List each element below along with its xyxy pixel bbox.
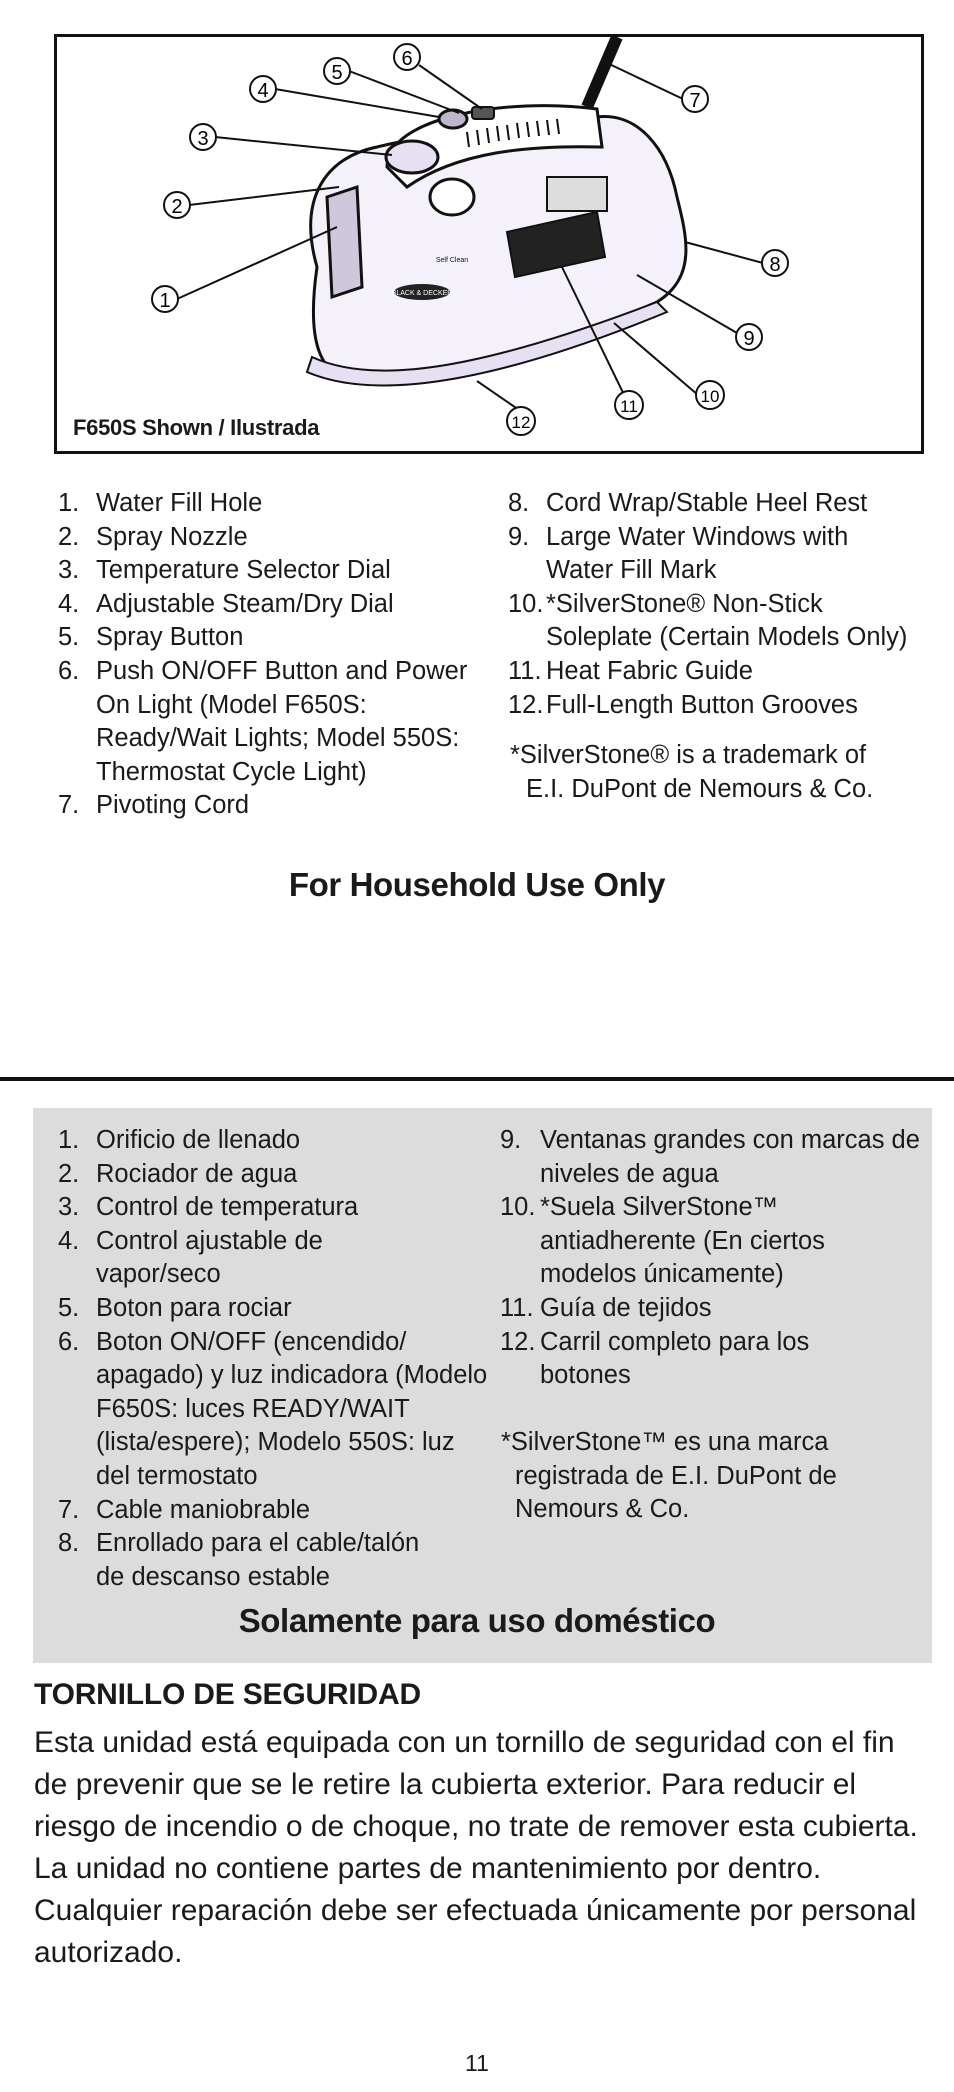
section-divider	[0, 1077, 954, 1081]
list-item: 11. Heat Fabric Guide	[508, 656, 753, 685]
list-item: 4. Control ajustable de vapor/seco	[58, 1226, 323, 1289]
list-item: 8. Enrollado para el cable/talón de descanso estable	[58, 1529, 420, 1591]
svg-text:1: 1	[159, 290, 171, 312]
trademark-note-english	[510, 739, 920, 806]
svg-text:6: 6	[401, 48, 413, 70]
page-number: 11	[465, 2050, 489, 2076]
figure-caption: F650S Shown / Ilustrada	[73, 415, 320, 440]
callout-6	[394, 44, 420, 70]
svg-text:4: 4	[257, 80, 269, 102]
svg-text:12: 12	[511, 413, 531, 432]
safety-screw-title: TORNILLO DE SEGURIDAD	[34, 1678, 421, 1711]
trademark-note-line: registrada de E.I. DuPont de	[515, 1461, 837, 1490]
list-item: 3. Temperature Selector Dial	[58, 556, 391, 585]
list-item: 11. Guía de tejidos	[500, 1293, 712, 1322]
list-item: 2. Rociador de agua	[58, 1159, 298, 1188]
callout-4	[250, 76, 276, 102]
list-item: 8. Cord Wrap/Stable Heel Rest	[508, 489, 868, 517]
svg-text:7: 7	[689, 90, 701, 112]
trademark-note-line: *SilverStone® is a trademark of	[510, 741, 867, 769]
callout-12	[507, 407, 535, 435]
callout-8	[762, 250, 788, 276]
list-item: 6. Boton ON/OFF (encendido/ apagado) y luz indicadora (Modelo F650S: luces READY/WAIT (lista/espere); Modelo 550S: luz del termostato	[58, 1327, 488, 1490]
english-parts-list-left	[58, 487, 478, 823]
list-item: 3. Control de temperatura	[58, 1193, 359, 1222]
trademark-note-line: Nemours & Co.	[515, 1495, 690, 1524]
list-item: 7. Cable maniobrable	[58, 1495, 311, 1524]
list-item: 4. Adjustable Steam/Dry Dial	[58, 589, 394, 618]
household-use-heading: For Household Use Only	[288, 866, 666, 903]
list-item: 7. Pivoting Cord	[58, 791, 250, 820]
callout-3	[190, 124, 216, 150]
svg-text:8: 8	[769, 254, 781, 276]
svg-text:2: 2	[171, 196, 183, 218]
callout-5	[324, 58, 350, 84]
list-item: 10. *SilverStone® Non-Stick Soleplate (Certain Models Only)	[508, 589, 908, 652]
list-item: 6. Push ON/OFF Button and Power On Light (Model F650S: Ready/Wait Lights; Model 550S: Thermostat Cycle Light)	[58, 656, 468, 786]
brand-mark: BLACK & DECKER	[391, 290, 453, 297]
trademark-note-line: E.I. DuPont de Nemours & Co.	[526, 774, 874, 803]
safety-screw-body: Esta unidad está equipada con un tornillo de seguridad con el fin de prevenir que se le retire la cubierta exterior. Para reducir el riesgo de incendio o de choque, no trate de remover esta cubierta. La unidad no contiene partes de mantenimiento por dentro. Cualquier reparación debe ser efectuada únicamente por personal autorizado.	[34, 1726, 918, 1969]
list-item: 5. Boton para rociar	[58, 1293, 292, 1322]
list-item: 2. Spray Nozzle	[58, 522, 248, 551]
svg-text:5: 5	[331, 62, 343, 84]
spanish-parts-list-right	[500, 1124, 920, 1393]
svg-text:11: 11	[620, 397, 638, 416]
list-item: 10. *Suela SilverStone™ antiadherente (En ciertos modelos únicamente)	[500, 1193, 825, 1289]
english-parts-list-right	[508, 487, 918, 722]
list-item: 9. Large Water Windows with Water Fill Mark	[508, 522, 849, 585]
household-use-heading-spanish: Solamente para uso doméstico	[238, 1602, 716, 1639]
list-item: 1. Water Fill Hole	[58, 489, 263, 517]
iron-illustration	[57, 37, 921, 451]
svg-text:9: 9	[743, 328, 755, 350]
list-item: 12. Carril completo para los botones	[500, 1327, 810, 1390]
trademark-note-line: *SilverStone™ es una marca	[501, 1428, 829, 1456]
callout-10	[696, 381, 724, 409]
list-item: 1. Orificio de llenado	[58, 1126, 301, 1154]
svg-text:3: 3	[197, 128, 209, 150]
callout-7	[682, 86, 708, 112]
spanish-parts-list-left	[58, 1124, 488, 1594]
callout-1	[152, 286, 178, 312]
selfclean-mark: Self Clean	[435, 257, 469, 264]
callout-9	[736, 324, 762, 350]
trademark-note-spanish	[501, 1426, 921, 1527]
list-item: 9. Ventanas grandes con marcas de niveles de agua	[500, 1126, 920, 1188]
svg-text:10: 10	[700, 387, 720, 406]
list-item: 12. Full-Length Button Grooves	[508, 690, 858, 719]
callout-11	[615, 391, 643, 419]
list-item: 5. Spray Button	[58, 623, 244, 652]
callout-2	[164, 192, 190, 218]
iron-diagram	[54, 34, 924, 454]
